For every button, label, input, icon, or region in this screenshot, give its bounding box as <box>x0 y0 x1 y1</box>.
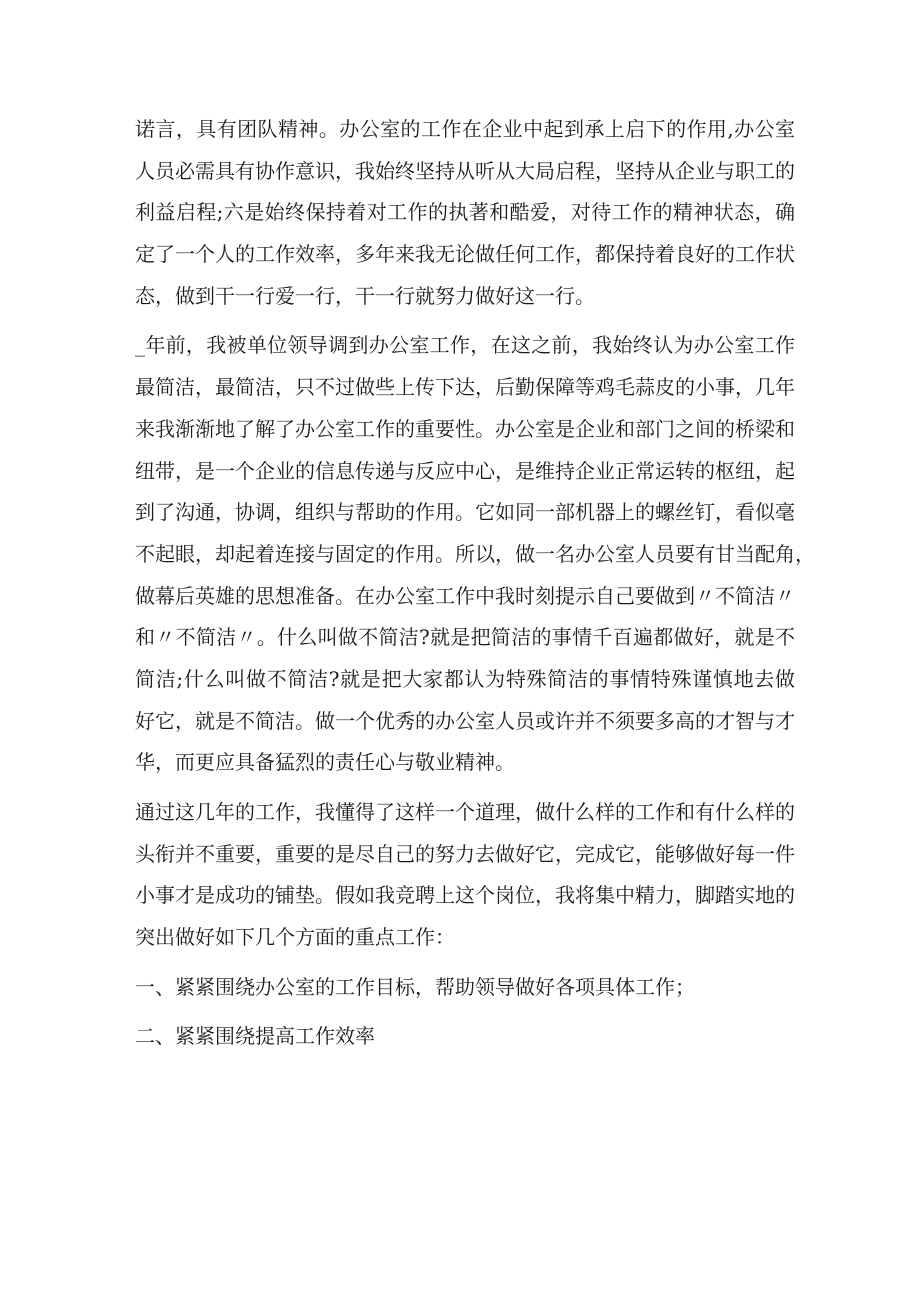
paragraph-3 <box>135 792 795 959</box>
paragraph-5 <box>135 1016 795 1058</box>
text-line: 做幕后英雄的思想准备。在办公室工作中我时刻提示自己要做到〃不简洁〃 <box>135 583 795 608</box>
text-line: 一、紧紧围绕办公室的工作目标，帮助领导做好各项具体工作； <box>135 974 695 999</box>
text-line: 华，而更应具备猛烈的责任心与敬业精神。 <box>135 750 515 775</box>
paragraph-4 <box>135 967 795 1009</box>
text-line: 小事才是成功的铺垫。假如我竞聘上这个岗位，我将集中精力，脚踏实地的 <box>135 883 795 908</box>
text-line: 头衔并不重要，重要的是尽自己的努力去做好它，完成它，能够做好每一件 <box>135 841 795 866</box>
text-line: _年前，我被单位领导调到办公室工作，在这之前，我始终认为办公室工作 <box>135 333 795 358</box>
paragraph-gap <box>135 1008 795 1016</box>
paragraph-1 <box>135 109 795 317</box>
text-line: 来我渐渐地了解了办公室工作的重要性。办公室是企业和部门之间的桥梁和 <box>135 416 795 441</box>
text-line: 突出做好如下几个方面的重点工作： <box>135 925 455 950</box>
text-line: 人员必需具有协作意识，我始终坚持从听从大局启程，坚持从企业与职工的 <box>135 158 795 183</box>
document-body <box>135 109 815 1058</box>
text-line: 二、紧紧围绕提高工作效率 <box>135 1024 375 1049</box>
text-line: 简洁;什么叫做不简洁?就是把大家都认为特殊简洁的事情特殊谨慎地去做 <box>135 666 795 691</box>
text-line: 利益启程;六是始终保持着对工作的执著和酷爱，对待工作的精神状态，确 <box>135 200 795 225</box>
text-line: 到了沟通，协调，组织与帮助的作用。它如同一部机器上的螺丝钉，看似毫 <box>135 500 795 525</box>
text-line: 纽带，是一个企业的信息传递与反应中心，是维持企业正常运转的枢纽，起 <box>135 458 795 483</box>
paragraph-gap <box>135 959 795 967</box>
text-line: 态，做到干一行爱一行，干一行就努力做好这一行。 <box>135 283 595 308</box>
paragraph-gap <box>135 317 795 325</box>
paragraph-2 <box>135 325 815 784</box>
text-line: 诺言，具有团队精神。办公室的工作在企业中起到承上启下的作用,办公室 <box>135 117 795 141</box>
text-line: 和〃不简洁〃。什么叫做不简洁?就是把简洁的事情千百遍都做好，就是不 <box>135 625 795 650</box>
text-line: 不起眼，却起着连接与固定的作用。所以，做一名办公室人员要有甘当配角， <box>135 541 815 566</box>
text-line: 定了一个人的工作效率，多年来我无论做任何工作，都保持着良好的工作状 <box>135 242 795 267</box>
text-line: 最简洁，最简洁，只不过做些上传下达，后勤保障等鸡毛蒜皮的小事，几年 <box>135 375 795 400</box>
paragraph-gap <box>135 784 795 792</box>
text-line: 通过这几年的工作，我懂得了这样一个道理，做什么样的工作和有什么样的 <box>135 800 795 824</box>
text-line: 好它，就是不简洁。做一个优秀的办公室人员或许并不须要多高的才智与才 <box>135 708 795 733</box>
